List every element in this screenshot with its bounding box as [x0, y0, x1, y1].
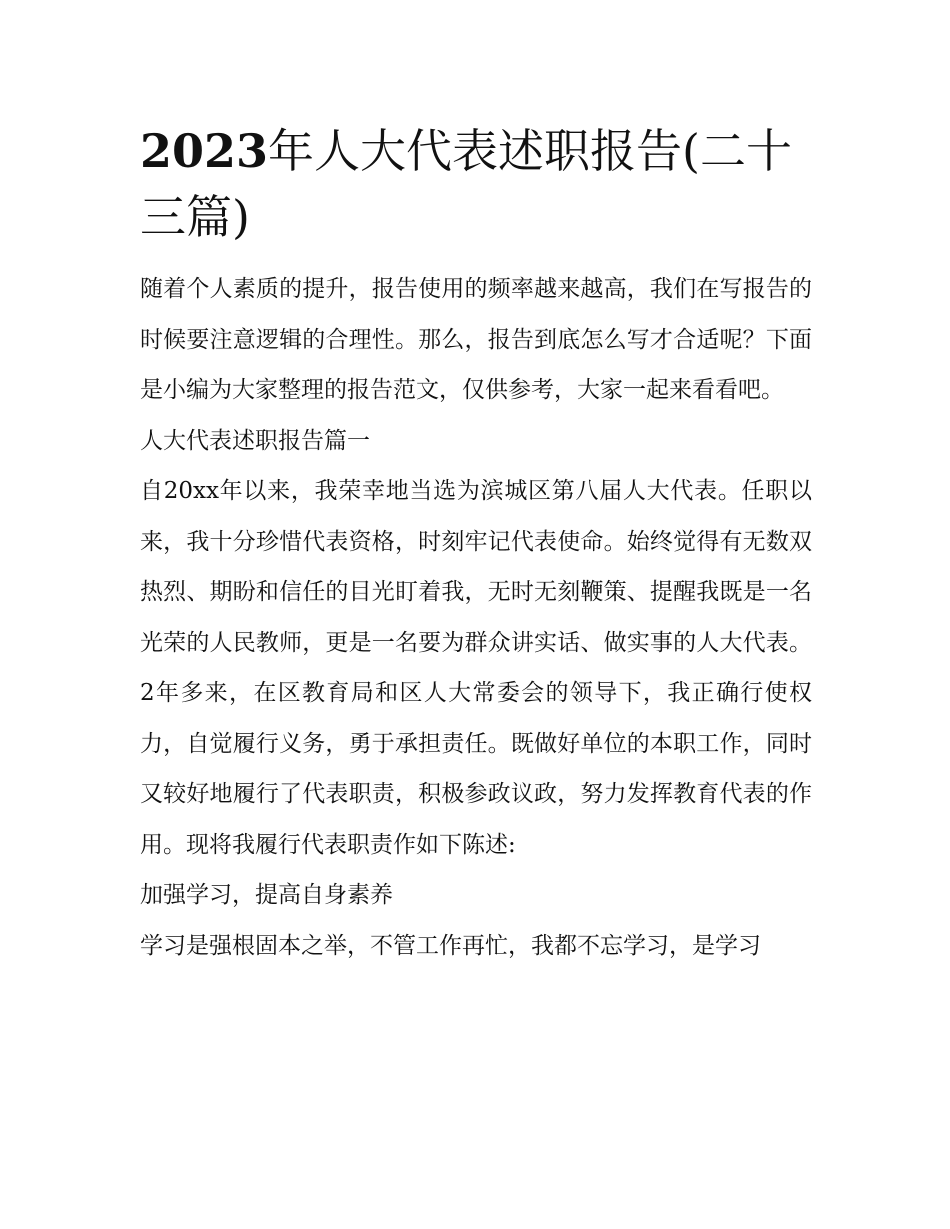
document-title	[140, 118, 812, 250]
section-heading: 人大代表述职报告篇一	[140, 427, 370, 454]
subheading-1: 加强学习，提高自身素养	[140, 882, 393, 908]
title-text: 年人大代表述职报告(二十三篇)	[140, 124, 792, 244]
document-body	[140, 118, 812, 971]
body-paragraph-1: 自20xx年以来，我荣幸地当选为滨城区第八届人大代表。任职以来，我十分珍惜代表资格，时刻牢记代表使命。始终觉得有无数双热烈、期盼和信任的目光盯着我，无时无刻鞭策、提醒我既是一名光荣的人民教师，更是一名要为群众讲实话、做实事的人大代表。2年多来，在区教育局和区人大常委会的领导下，我正确行使权力，自觉履行义务，勇于承担责任。既做好单位的本职工作，同时又较好地履行了代表职责，积极参政议政，努力发挥教育代表的作用。现将我履行代表职责作如下陈述:	[140, 478, 812, 858]
intro-paragraph: 随着个人素质的提升，报告使用的频率越来越高，我们在写报告的时候要注意逻辑的合理性。那么，报告到底怎么写才合适呢？下面是小编为大家整理的报告范文，仅供参考，大家一起来看看吧。	[140, 276, 812, 403]
title-year: 2023	[140, 124, 269, 178]
body-paragraph-2: 学习是强根固本之举，不管工作再忙，我都不忘学习，是学习	[140, 932, 761, 959]
